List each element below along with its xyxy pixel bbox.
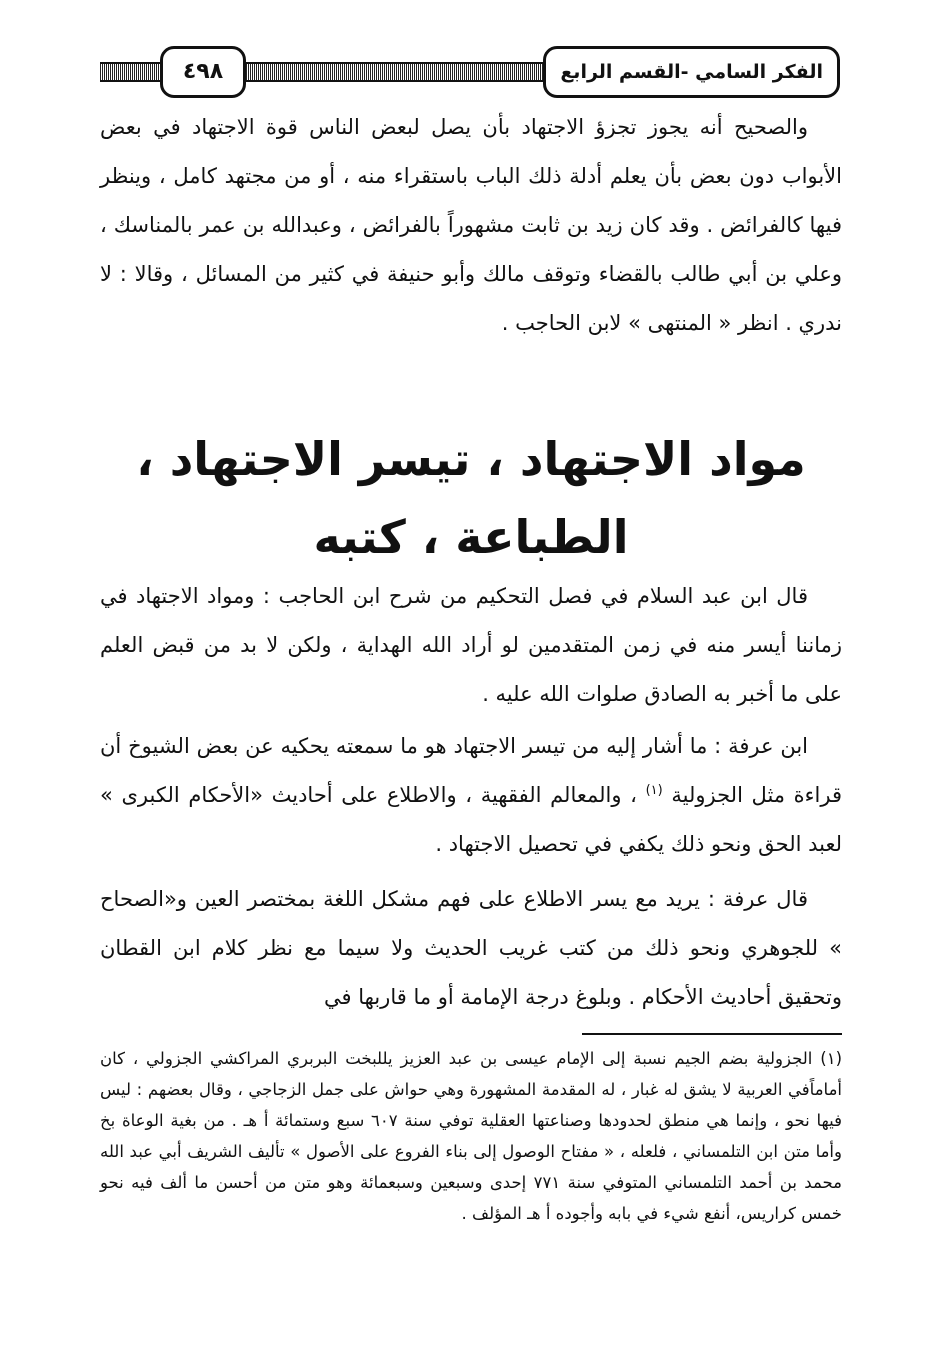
paragraph-4: قال عرفة : يريد مع يسر الاطلاع على فهم مشكل اللغة بمختصر العين و«الصحاح » للجوهري ونحو ذلك من كتب غريب الحديث ولا سيما مع نظر كلام ابن القطان وتحقيق أحاديث الأحكام . وبلوغ درجة الإمامة أو ما قاربها في: [100, 887, 842, 1009]
paragraph-3: [100, 722, 842, 869]
footnote-reference: (١): [645, 783, 663, 798]
section-heading: [100, 420, 842, 576]
footnote-1: (١) الجزولية بضم الجيم نسبة إلى الإمام عيسى بن عبد العزيز يللبخت البربري المراكشي الجزولي ، كان أماماًفي العربية لا يشق له غبار ، له المقدمة المشهورة وهي حواش على جمل الزجاجي ، وقال بعضهم : ليس فيها نحو ، وإنما هي منطق لحدودها وصناعتها العقلية توفي سنة ٦٠٧ سبع وستمائة أ هـ . من بغية الوعاة بخ وأما متن ابن التلمساني ، فلعله ، « مفتاح الوصول إلى بناء الفروع على الأصول » تأليف الشريف أبي عبد الله محمد بن أحمد التلمساني المتوفي سنة ٧٧١ إحدى وسبعين وسبعمائة وهو متن من أحسن ما ألف فيه نحو خمس كراريس، أنفع شيء في بابه وأجوده أ هـ المؤلف .: [100, 1049, 842, 1223]
footnote-separator: [582, 1033, 842, 1035]
page-number: ٤٩٨: [160, 46, 246, 98]
paragraph-2: قال ابن عبد السلام في فصل التحكيم من شرح ابن الحاجب : ومواد الاجتهاد في زماننا أيسر منه في زمن المتقدمين لو أراد الله الهداية ، ولكن لا بد من قبض العلم على ما أخبر به الصادق صلوات الله عليه .: [100, 584, 842, 706]
paragraph-3-text-end: ، والمعالم الفقهية ، والاطلاع على أحاديث «الأحكام الكبرى » لعبد الحق ونحو ذلك يكفي في تحصيل الاجتهاد .: [100, 783, 842, 856]
page-header: [100, 42, 840, 102]
section-heading-line-1: مواد الاجتهاد ، تيسر الاجتهاد ،: [136, 432, 806, 486]
paragraph-1: والصحيح أنه يجوز تجزؤ الاجتهاد بأن يصل لبعض الناس قوة الاجتهاد في بعض الأبواب دون بعض بأن يعلم أدلة ذلك الباب باستقراء منه ، أو من مجتهد كامل ، وينظر فيها كالفرائض . وقد كان زيد بن ثابت مشهوراً بالفرائض ، وعبدالله بن عمر بالمناسك ، وعلي بن أبي طالب بالقضاء وتوقف مالك وأبو حنيفة في كثير من المسائل ، وقالا : لا ندري . انظر « المنتهى » لابن الحاجب .: [100, 115, 842, 335]
paragraph-3-text-start: ابن عرفة : ما أشار إليه من تيسر الاجتهاد هو ما سمعته يحكيه عن بعض الشيوخ أن قراءة مثل الجزولية: [100, 734, 843, 807]
running-title: الفكر السامي -القسم الرابع: [543, 46, 840, 98]
section-heading-line-2: الطباعة ، كتبه: [313, 510, 629, 564]
